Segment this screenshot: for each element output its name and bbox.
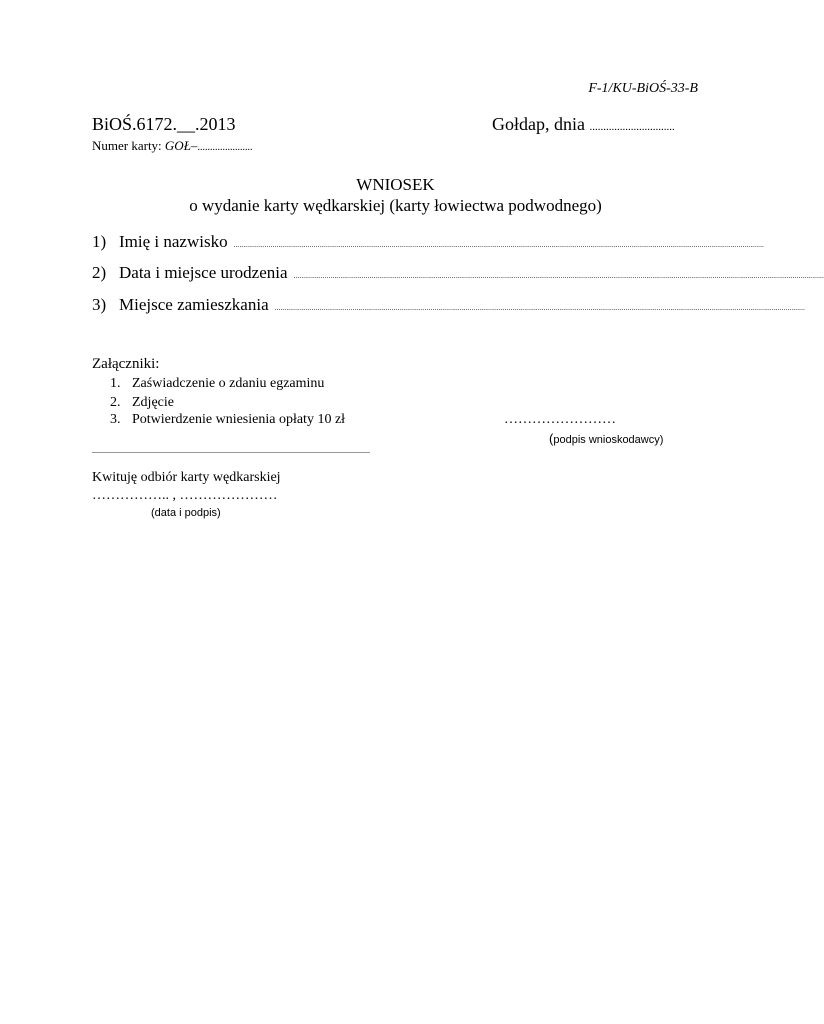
field-label: Imię i nazwisko bbox=[119, 232, 228, 251]
attachment-item bbox=[110, 376, 324, 392]
signature-caption bbox=[549, 431, 663, 446]
card-number-prefix: GOŁ– bbox=[164, 138, 198, 153]
attachment-item bbox=[110, 395, 174, 411]
signature-caption-text: podpis wnioskodawcy) bbox=[553, 434, 664, 446]
field-dots: ................................................................................................................................................................................................................................................................................ bbox=[293, 272, 824, 280]
field-full-name bbox=[92, 232, 764, 252]
field-number: 3) bbox=[92, 295, 107, 314]
attachment-text: Zaświadczenie o zdaniu egzaminu bbox=[132, 376, 325, 391]
receipt-dots: …………….. , ………………… bbox=[92, 488, 278, 503]
attachment-item bbox=[110, 412, 345, 428]
attachment-text: Potwierdzenie wniesienia opłaty 10 zł bbox=[132, 412, 346, 427]
card-number-label: Numer karty: bbox=[92, 138, 162, 153]
attachment-number: 2. bbox=[110, 395, 121, 410]
document-title: WNIOSEK bbox=[356, 175, 435, 194]
card-number-dots: ...................... bbox=[197, 142, 253, 153]
field-residence bbox=[92, 295, 806, 315]
field-label: Data i miejsce urodzenia bbox=[119, 263, 288, 282]
place-date bbox=[492, 114, 675, 135]
card-number bbox=[92, 138, 252, 154]
attachments-heading: Załączniki: bbox=[92, 356, 160, 372]
field-birth-date-place bbox=[92, 263, 824, 283]
field-label: Miejsce zamieszkania bbox=[119, 295, 269, 314]
document-subtitle: o wydanie karty wędkarskiej (karty łowiectwa podwodnego) bbox=[189, 196, 602, 215]
receipt-text: Kwituję odbiór karty wędkarskiej bbox=[92, 470, 281, 485]
attachment-number: 1. bbox=[110, 376, 121, 391]
signature-caption-paren: ( bbox=[549, 431, 554, 446]
place-label: Gołdap, dnia bbox=[492, 114, 585, 134]
field-number: 2) bbox=[92, 263, 107, 282]
receipt-caption: (data i podpis) bbox=[151, 507, 221, 519]
date-dots: ............................... bbox=[589, 121, 675, 133]
field-dots: ................................................................................................................................................................................................................................................................................ bbox=[233, 241, 764, 249]
field-number: 1) bbox=[92, 232, 107, 251]
form-code: F-1/KU-BiOŚ-33-B bbox=[588, 81, 698, 96]
attachment-text: Zdjęcie bbox=[132, 395, 174, 410]
attachment-number: 3. bbox=[110, 412, 121, 427]
signature-dots: …………………… bbox=[504, 412, 616, 427]
divider-line bbox=[92, 452, 370, 453]
field-dots: ................................................................................................................................................................................................................................................................................ bbox=[274, 304, 806, 312]
case-number: BiOŚ.6172.__.2013 bbox=[92, 114, 236, 134]
